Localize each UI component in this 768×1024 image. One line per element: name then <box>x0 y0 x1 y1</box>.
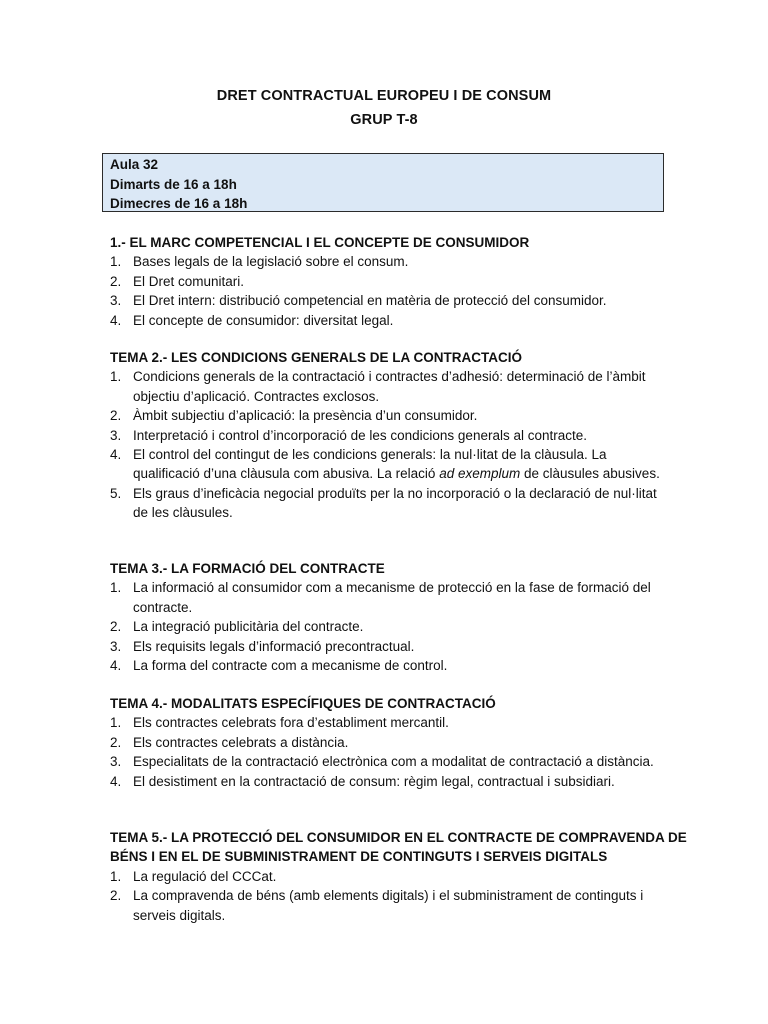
list-item <box>110 867 670 886</box>
item-text: La informació al consumidor com a mecanisme de protecció en la fase de formació del contracte. <box>133 580 651 615</box>
item-text: La regulació del CCCat. <box>133 868 277 884</box>
list-item <box>110 426 670 445</box>
schedule-wednesday: Dimecres de 16 a 18h <box>110 196 248 211</box>
item-number: 2. <box>110 734 122 750</box>
item-number: 1. <box>110 369 122 385</box>
item-number: 1. <box>110 254 122 270</box>
section-4 <box>110 694 670 791</box>
item-number: 3. <box>110 293 122 309</box>
topic-list <box>110 713 670 791</box>
list-item <box>110 484 670 523</box>
section-heading: TEMA 4.- MODALITATS ESPECÍFIQUES DE CONTRACTACIÓ <box>110 696 496 711</box>
item-number: 1. <box>110 715 122 731</box>
item-number: 4. <box>110 447 122 463</box>
item-text: Especialitats de la contractació electrònica com a modalitat de contractació a distància. <box>133 754 654 770</box>
section-heading-line-2: BÉNS I EN EL DE SUBMINISTRAMENT DE CONTINGUTS I SERVEIS DIGITALS <box>110 849 608 865</box>
list-item <box>110 656 670 675</box>
document-subtitle: GRUP T-8 <box>350 112 418 128</box>
topic-list <box>110 252 670 330</box>
item-number: 2. <box>110 619 122 635</box>
list-item <box>110 367 670 406</box>
list-item <box>110 617 670 636</box>
schedule-box <box>102 153 664 212</box>
list-item <box>110 733 670 752</box>
list-item <box>110 406 670 425</box>
section-3 <box>110 559 670 675</box>
item-text-emphasis: ad exemplum <box>439 466 521 482</box>
list-item <box>110 772 670 791</box>
item-text: Els graus d’ineficàcia negocial produïts per la no incorporació o la declaració de nul·litat de les clàusules. <box>133 485 657 521</box>
section-heading: TEMA 2.- LES CONDICIONS GENERALS DE LA CONTRACTACIÓ <box>110 350 523 365</box>
item-number: 4. <box>110 658 122 674</box>
item-text: Els contractes celebrats a distància. <box>133 734 349 750</box>
item-text: La compravenda de béns (amb elements digitals) i el subministrament de continguts i serveis digitals. <box>133 888 644 923</box>
list-item <box>110 311 670 330</box>
list-item <box>110 752 670 771</box>
item-text: Els contractes celebrats fora d’establiment mercantil. <box>133 715 449 731</box>
section-2 <box>110 348 670 523</box>
list-item <box>110 713 670 732</box>
list-item <box>110 578 670 617</box>
item-number: 3. <box>110 638 122 654</box>
item-text-part: El control del contingut de les condicions generals: la nul·litat de la clàusula. La qualificació d’una clàusula com abusiva. La relació <box>133 447 607 482</box>
item-number: 2. <box>110 888 122 904</box>
item-number: 3. <box>110 427 122 443</box>
section-heading-line-1: TEMA 5.- LA PROTECCIÓ DEL CONSUMIDOR EN EL CONTRACTE DE COMPRAVENDA DE <box>110 830 687 845</box>
schedule-tuesday: Dimarts de 16 a 18h <box>110 176 237 192</box>
item-number: 1. <box>110 580 122 596</box>
topic-list <box>110 367 670 522</box>
item-number: 4. <box>110 773 122 789</box>
item-text: El concepte de consumidor: diversitat legal. <box>133 312 394 328</box>
item-text: El Dret intern: distribució competencial en matèria de protecció del consumidor. <box>133 293 607 309</box>
item-text <box>133 447 660 481</box>
section-1 <box>110 233 670 330</box>
topic-list <box>110 578 670 675</box>
item-number: 5. <box>110 485 122 501</box>
item-number: 1. <box>110 868 122 884</box>
item-text-part: de clàusules abusives. <box>520 466 660 482</box>
list-item <box>110 886 670 925</box>
item-number: 3. <box>110 754 122 770</box>
item-text: El Dret comunitari. <box>133 273 245 289</box>
section-heading: TEMA 3.- LA FORMACIÓ DEL CONTRACTE <box>110 561 385 576</box>
list-item <box>110 272 670 291</box>
list-item <box>110 291 670 310</box>
item-text: Interpretació i control d’incorporació de les condicions generals al contracte. <box>133 427 587 443</box>
item-text: El desistiment en la contractació de consum: règim legal, contractual i subsidiari. <box>133 773 615 789</box>
document-title: DRET CONTRACTUAL EUROPEU I DE CONSUM <box>216 88 552 104</box>
schedule-room: Aula 32 <box>110 157 159 172</box>
item-number: 4. <box>110 312 122 328</box>
item-text: Bases legals de la legislació sobre el consum. <box>133 254 409 270</box>
list-item <box>110 252 670 271</box>
item-text: La integració publicitària del contracte. <box>133 619 364 635</box>
item-number: 2. <box>110 273 122 289</box>
item-text: Àmbit subjectiu d’aplicació: la presència d’un consumidor. <box>133 408 478 424</box>
list-item <box>110 445 670 484</box>
item-text: La forma del contracte com a mecanisme de control. <box>133 658 448 674</box>
item-number: 2. <box>110 408 122 424</box>
list-item <box>110 637 670 656</box>
topic-list <box>110 867 670 925</box>
section-5 <box>110 828 687 925</box>
section-heading: 1.- EL MARC COMPETENCIAL I EL CONCEPTE DE CONSUMIDOR <box>110 235 530 250</box>
item-text: Els requisits legals d’informació precontractual. <box>133 638 415 654</box>
item-text: Condicions generals de la contractació i contractes d’adhesió: determinació de l’àmbit objectiu d’aplicació. Contractes exclosos. <box>133 369 646 404</box>
